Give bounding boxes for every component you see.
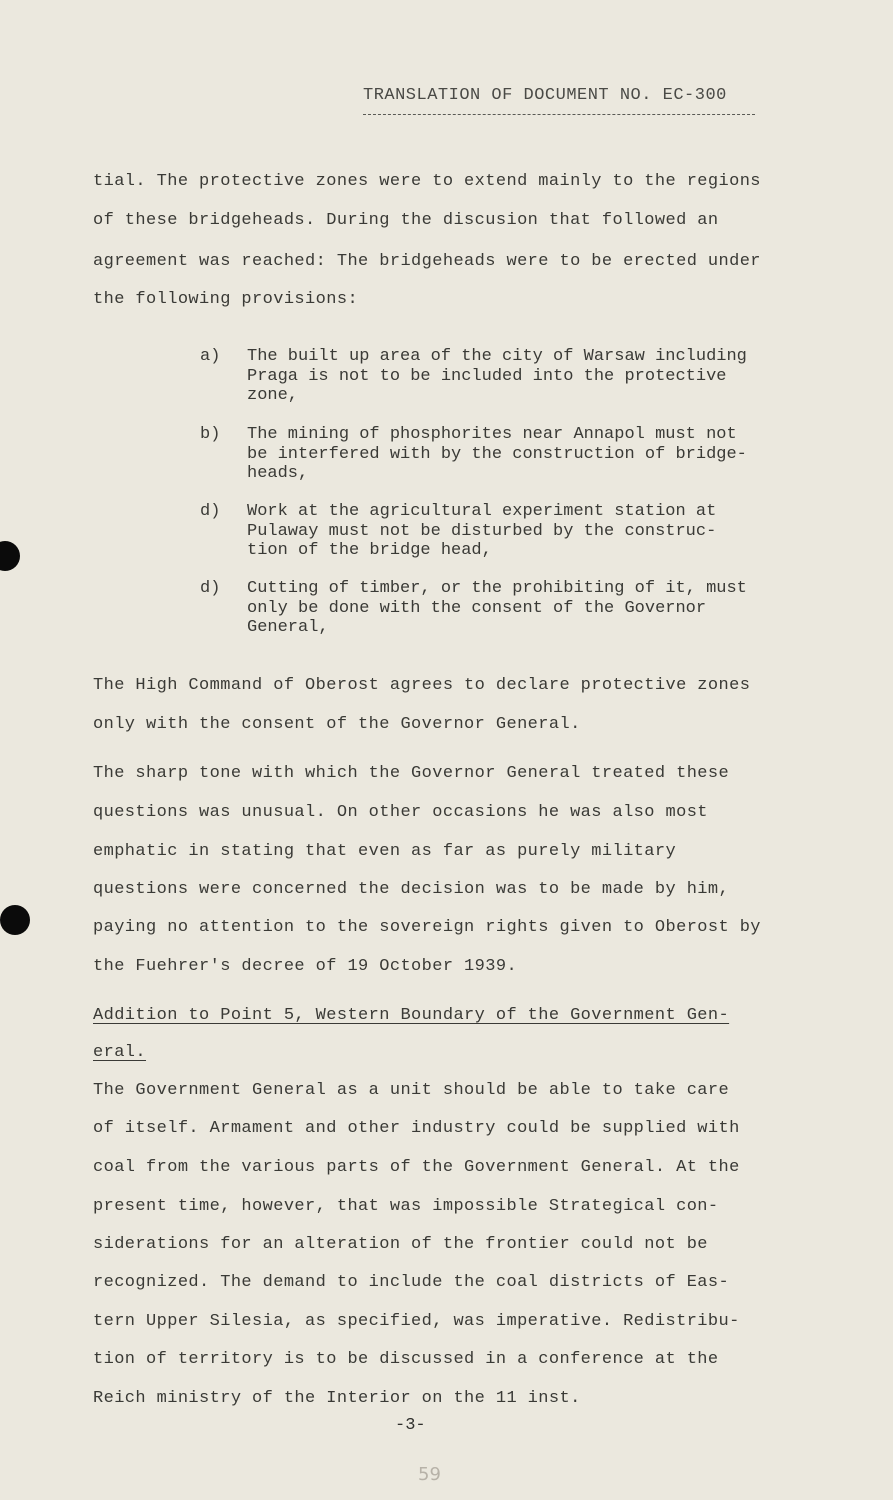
provision-text: The built up area of the city of Warsaw including Praga is not to be included into the protective zone, <box>247 347 747 405</box>
tone-line: paying no attention to the sovereign rights given to Oberost by <box>93 918 761 937</box>
government-line: tern Upper Silesia, as specified, was imperative. Redistribu- <box>93 1312 740 1331</box>
government-line: coal from the various parts of the Government General. At the <box>93 1158 740 1177</box>
page-number: -3- <box>395 1416 426 1435</box>
punch-hole-bottom <box>0 905 30 935</box>
intro-line: of these bridgeheads. During the discusion that followed an <box>93 211 719 230</box>
government-line: of itself. Armament and other industry could be supplied with <box>93 1119 740 1138</box>
government-line: siderations for an alteration of the frontier could not be <box>93 1235 708 1254</box>
government-line: present time, however, that was impossible Strategical con- <box>93 1197 719 1216</box>
government-line: The Government General as a unit should be able to take care <box>93 1081 730 1100</box>
provision-label: b) <box>200 425 221 444</box>
provision-text: The mining of phosphorites near Annapol must not be interfered with by the construction of bridge- heads, <box>247 425 747 483</box>
addition-heading-cont: eral. <box>93 1043 147 1062</box>
government-line: recognized. The demand to include the coal districts of Eas- <box>93 1273 730 1292</box>
command-line: only with the consent of the Governor General. <box>93 715 581 734</box>
tone-line: emphatic in stating that even as far as purely military <box>93 842 677 861</box>
government-line: tion of territory is to be discussed in a conference at the <box>93 1350 719 1369</box>
tone-line: questions was unusual. On other occasions he was also most <box>93 803 708 822</box>
provision-label: d) <box>200 579 221 598</box>
title-underline <box>363 114 755 115</box>
punch-hole-top <box>0 541 20 571</box>
provision-text: Cutting of timber, or the prohibiting of it, must only be done with the consent of the Governor General, <box>247 579 747 637</box>
tone-line: the Fuehrer's decree of 19 October 1939. <box>93 957 518 976</box>
tone-line: questions were concerned the decision was to be made by him, <box>93 880 730 899</box>
addition-heading: Addition to Point 5, Western Boundary of the Government Gen- <box>93 1006 730 1025</box>
tone-line: The sharp tone with which the Governor General treated these <box>93 764 730 783</box>
intro-line: the following provisions: <box>93 290 359 309</box>
intro-line: agreement was reached: The bridgeheads were to be erected under <box>93 252 761 271</box>
government-line: Reich ministry of the Interior on the 11 inst. <box>93 1389 581 1408</box>
command-line: The High Command of Oberost agrees to declare protective zones <box>93 676 751 695</box>
provision-label: d) <box>200 502 221 521</box>
page-stamp: 59 <box>418 1464 441 1485</box>
provision-label: a) <box>200 347 221 366</box>
intro-line: tial. The protective zones were to extend mainly to the regions <box>93 172 761 191</box>
provision-text: Work at the agricultural experiment station at Pulaway must not be disturbed by the construc- tion of the bridge head, <box>247 502 717 560</box>
document-title: TRANSLATION OF DOCUMENT NO. EC-300 <box>363 86 727 105</box>
